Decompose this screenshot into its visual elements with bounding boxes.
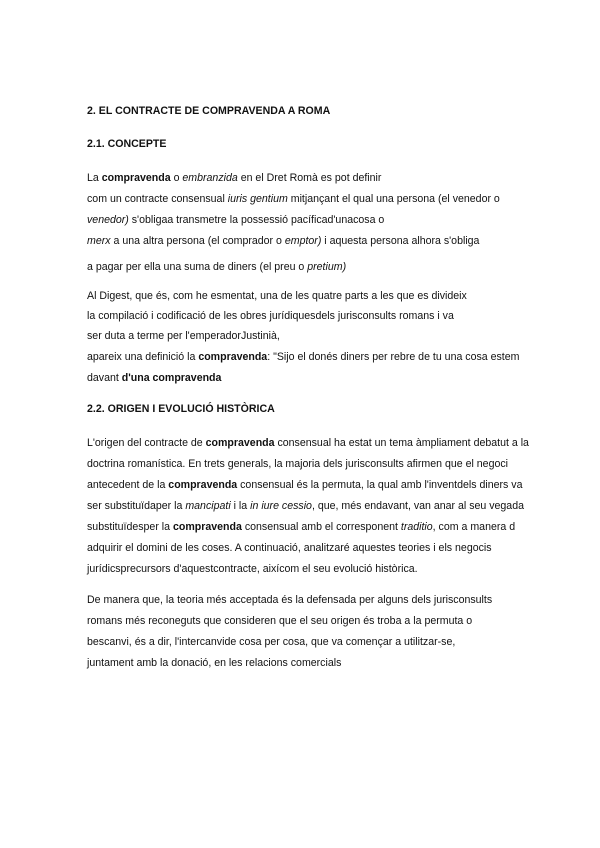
p2-line-5: davant d'una compravenda [87,372,222,384]
p2-line-4: apareix una definició la compravenda: "Sijo el donés diners per rebre de tu una cosa estem [87,351,520,363]
p3-line-6: adquirir el domini de les coses. A continuació, analitzaré aquestes teories i els negocis [87,542,492,554]
heading-concept: 2.1. CONCEPTE [87,138,167,150]
p4-line-2: romans més reconeguts que consideren que el seu origen és troba a la permuta o [87,615,473,627]
p4-line-1: De manera que, la teoria més acceptada és la defensada per alguns dels jurisconsults [87,594,493,606]
p3-line-7: jurídicsprecursors d'aquestcontracte, aixícom el seu evolució històrica. [87,563,418,575]
p2-line-1: Al Digest, que és, com he esmentat, una de les quatre parts a les que es divideix [87,290,467,302]
p1-line-5: a pagar per ella una suma de diners (el preu o pretium) [87,261,347,273]
p3-line-3: antecedent de la compravenda consensual és la permuta, la qual amb l'inventdels diners va [87,479,523,491]
p3-line-1: L'origen del contracte de compravenda consensual ha estat un tema àmpliament debatut a la [87,437,529,449]
p4-line-4: juntament amb la donació, en les relacions comercials [87,657,342,669]
p2-line-2: la compilació i codificació de les obres jurídiquesdels jurisconsults romans i va [87,310,454,322]
p1-line-3: venedor) s'obligaa transmetre la possessió pacíficad'unacosa o [87,214,385,226]
heading-main: 2. EL CONTRACTE DE COMPRAVENDA A ROMA [87,105,331,117]
heading-origin: 2.2. ORIGEN I EVOLUCIÓ HISTÒRICA [87,403,275,415]
term-compravenda: compravenda [101,172,171,184]
p4-line-3: bescanvi, és a dir, l'intercanvide cosa per cosa, que va començar a utilitzar-se, [87,636,456,648]
p3-line-4: ser substituïdaper la mancipati i la in iure cessio, que, més endavant, van anar al seu vegada [87,500,524,512]
p1-line-2: com un contracte consensual iuris gentium mitjançant el qual una persona (el venedor o [87,193,500,205]
p2-line-3: ser duta a terme per l'emperadorJustinià, [87,330,280,342]
p3-line-5: substituïdesper la compravenda consensual amb el corresponent traditio, com a manera d [87,521,516,533]
p1-line-4: merx a una altra persona (el comprador o emptor) i aquesta persona alhora s'obliga [87,235,480,247]
p1-line-1: La compravenda o embranzida en el Dret Romà es pot definir [87,172,382,184]
p3-line-2: doctrina romanística. En trets generals, la majoria dels jurisconsults afirmen que el negoci [87,458,509,470]
